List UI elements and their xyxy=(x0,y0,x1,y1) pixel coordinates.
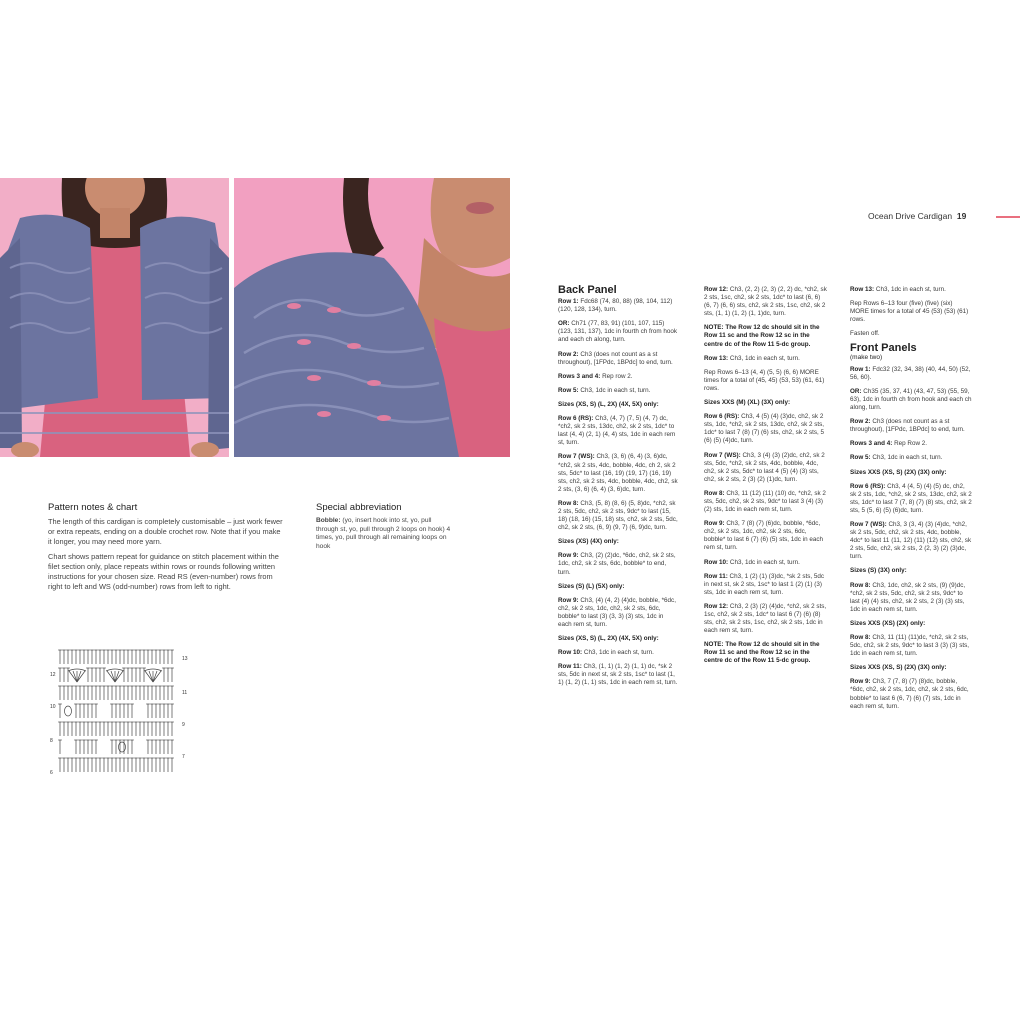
cardigan-front-illustration xyxy=(0,178,229,457)
row-text: Ch3, 4 (5) (4) (3)dc, ch2, sk 2 sts, 1dc, *ch2, sk 2 sts, 13dc, ch2, sk 2 sts, 1dc* to last 7 (8) (7) (6) sts, ch2, sk 2 sts, 5 (6) (5) (4)dc, turn. xyxy=(704,413,825,445)
row-label: Row 11: xyxy=(558,663,582,671)
size-heading xyxy=(704,399,828,407)
row-label: Row 2: xyxy=(558,350,579,358)
front-panels-rows xyxy=(850,366,972,711)
row-label: Row 6 (RS): xyxy=(558,415,594,423)
size-heading xyxy=(850,469,972,477)
pattern-row xyxy=(850,440,972,448)
row-text: Ch3, 1dc in each st, turn. xyxy=(875,286,946,293)
chart-row-label: 10 xyxy=(50,704,56,710)
size-heading xyxy=(850,567,972,575)
chart-row-label: 8 xyxy=(50,738,53,744)
row-text: The Row 12 dc should sit in the Row 11 sc and the Row 12 sc in the centre dc of the Row 11 5-dc group. xyxy=(704,324,820,348)
chart-stitches xyxy=(58,650,174,772)
row-label: Row 2: xyxy=(850,418,871,426)
pattern-row xyxy=(850,521,972,561)
row-text: Ch3, 1dc in each st, turn. xyxy=(729,354,800,362)
row-text: Rep row 2. xyxy=(602,372,633,380)
bobble-stitch xyxy=(119,742,126,752)
front-panels-heading: Front Panels xyxy=(850,342,917,355)
row-label: Sizes XXS (XS, S) (2X) (3X) only: xyxy=(850,664,947,672)
row-label: Sizes XXS (XS) (2X) only: xyxy=(850,619,926,627)
row-text: Ch3, 11 (11) (11)dc, *ch2, sk 2 sts, 5dc, ch2, sk 2 sts, 9dc* to last 3 (3) (3) sts, 1dc in each rem st, turn. xyxy=(850,634,969,658)
row-text: Ch3, (4) (4, 2) (4)dc, bobble, *6dc, ch2, sk 2 sts, 1dc, ch2, sk 2 sts, 6dc, bobble* to last (3) (3, 3) (3) sts, 1dc in each rem st, turn. xyxy=(558,596,676,628)
pattern-row xyxy=(850,286,972,294)
row-text: Ch3, 1dc in each st, turn. xyxy=(583,649,654,657)
row-label: Row 9: xyxy=(558,596,579,604)
row-text: Ch3 (does not count as a st throughout), [1FPdc, 1BPdc] to end, turn. xyxy=(558,350,673,366)
page-number: 19 xyxy=(956,211,967,221)
chart-row-label: 6 xyxy=(50,770,53,776)
pattern-row xyxy=(704,490,828,514)
row-label: Row 8: xyxy=(704,489,725,497)
row-text: Fasten off. xyxy=(850,330,880,338)
row-text: Ch3, 1dc in each st, turn. xyxy=(580,386,651,394)
row-text: Rep Row 2. xyxy=(894,440,927,448)
pattern-row xyxy=(850,366,972,382)
row-label: Row 6 (RS): xyxy=(704,413,740,421)
cardigan-detail-illustration xyxy=(234,178,510,457)
row-label: NOTE: xyxy=(704,324,724,332)
row-label: Rows 3 and 4: xyxy=(558,372,601,380)
row-label: Row 6 (RS): xyxy=(850,482,886,490)
pattern-row xyxy=(558,649,678,657)
fan-stitch xyxy=(145,671,153,682)
fan-stitch xyxy=(73,671,77,682)
row-label: Row 8: xyxy=(558,499,579,507)
row-label: NOTE: xyxy=(704,641,724,649)
row-text: Ch3, (4, 7) (7, 5) (4, 7) dc, *ch2, sk 2 sts, 13dc, ch2, sk 2 sts, 1dc* to last (4, 4) (2, 1) (4, 4) sts, 1dc in each rem st, turn. xyxy=(558,415,676,447)
size-heading xyxy=(558,635,678,643)
row-label: Row 10: xyxy=(558,649,583,657)
size-heading xyxy=(850,620,972,628)
row-label: Row 9: xyxy=(558,552,579,560)
fan-stitch xyxy=(77,671,85,682)
row-label: Row 10: xyxy=(704,558,729,566)
pattern-row xyxy=(704,355,828,363)
pattern-row xyxy=(850,678,972,710)
row-text: Ch3, 4 (4, 5) (4) (5) dc, ch2, sk 2 sts, 1dc, *ch2, sk 2 sts, 13dc, ch2, sk 2 sts, 1dc* to last 7 (7, 8) (7) (8) sts, ch2, sk 2 sts, 5 (5, 6) (5) (6)dc, turn. xyxy=(850,482,972,514)
pattern-row xyxy=(704,641,828,665)
row-text: Ch3, 7 (7, 8) (7) (8)dc, bobble, *6dc, ch2, sk 2 sts, 1dc, ch2, sk 2 sts, 6dc, bobble* to last 6 (6, 7) (6) (7) sts, 1dc in each rem st, turn. xyxy=(850,678,969,710)
chart-row-label: 13 xyxy=(182,656,188,662)
row-label: Row 9: xyxy=(850,678,871,686)
row-label: Sizes XXS (XS, S) (2X) (3X) only: xyxy=(850,468,947,476)
front-panels-subheading: (make two) xyxy=(850,353,883,361)
row-text: Ch3, 3 (3, 4) (3) (4)dc, *ch2, sk 2 sts, 5dc, ch2, sk 2 sts, 4dc, bobble, 4dc* to last 11 (11, 12) (11) (12) sts, ch2, sk 2 sts, 5dc, ch2, sk 2 sts, 2 (2, 3) (2) (3)dc, turn. xyxy=(850,520,972,561)
row-text: Ch71 (77, 83, 91) (101, 107, 115) (123, 131, 137), 1dc in fourth ch from hook and each ch along, turn. xyxy=(558,320,678,344)
row-label: Row 7 (WS): xyxy=(558,453,595,461)
row-label: OR: xyxy=(850,387,862,395)
row-label: Row 9: xyxy=(704,520,725,528)
row-text: Ch3, 1 (2) (1) (3)dc, *sk 2 sts, 5dc in next st, sk 2 sts, 1sc* to last 1 (2) (1) (3) sts, 1dc in each rem st, turn. xyxy=(704,572,825,596)
fan-stitch xyxy=(153,671,161,682)
row-text: Ch3, (2) (2)dc, *6dc, ch2, sk 2 sts, 1dc, ch2, sk 2 sts, 6dc, bobble* to end, turn. xyxy=(558,552,676,576)
row-text: Ch3, (1, 1) (1, 2) (1, 1) dc, *sk 2 sts, 5dc in next st, sk 2 sts, 1sc* to last (1, 1) (1, 2) (1, 1) sts, 1dc in each rem st, turn. xyxy=(558,663,678,687)
fan-stitch xyxy=(115,671,119,682)
fan-stitch xyxy=(149,671,153,682)
fan-arc xyxy=(106,669,124,671)
abbreviation-text xyxy=(316,517,452,551)
pattern-row xyxy=(558,597,678,629)
abbreviation-term: Bobble: xyxy=(316,517,341,524)
row-label: Sizes (XS) (4X) only: xyxy=(558,538,619,546)
size-heading xyxy=(558,583,678,591)
row-label: Row 5: xyxy=(558,386,579,394)
row-label: Rows 3 and 4: xyxy=(850,440,893,448)
row-label: Row 11: xyxy=(704,572,728,580)
pattern-row xyxy=(558,500,678,532)
chart-row-label: 9 xyxy=(182,722,185,728)
row-label: Row 12: xyxy=(704,286,729,293)
back-panel-heading: Back Panel xyxy=(558,284,617,296)
chart-row-label: 11 xyxy=(182,690,188,696)
fan-stitch xyxy=(69,671,77,682)
row-label: Row 5: xyxy=(850,454,871,462)
fan-arc xyxy=(68,669,86,671)
row-text: Ch3 (does not count as a st throughout), [1FPdc, 1BPdc] to end, turn. xyxy=(850,418,965,434)
row-label: Row 12: xyxy=(704,602,729,610)
row-label: Sizes (XS, S) (L, 2X) (4X, 5X) only: xyxy=(558,400,659,408)
chart-row-label: 12 xyxy=(50,672,56,678)
pattern-row xyxy=(850,454,972,462)
pattern-name: Ocean Drive Cardigan xyxy=(868,211,953,221)
row-label: Sizes (S) (3X) only: xyxy=(850,567,907,575)
pattern-row xyxy=(558,351,678,367)
column-back-panel xyxy=(558,286,678,694)
chart-row-label: 7 xyxy=(182,754,185,760)
row-text: Fdc68 (74, 80, 88) (98, 104, 112) (120, 128, 134), turn. xyxy=(558,298,673,314)
page-header xyxy=(868,211,966,221)
pattern-row xyxy=(558,453,678,493)
fan-stitch xyxy=(115,671,123,682)
abbreviation-heading: Special abbreviation xyxy=(316,502,402,513)
pattern-row xyxy=(704,520,828,552)
column-back-panel-cont xyxy=(704,286,828,672)
row-text: Fdc32 (32, 34, 38) (40, 44, 50) (52, 56, 60). xyxy=(850,365,971,381)
pattern-row xyxy=(558,415,678,447)
fan-stitch xyxy=(111,671,115,682)
back-panel-rows xyxy=(558,298,678,687)
row-label: Sizes (XS, S) (L, 2X) (4X, 5X) only: xyxy=(558,635,659,643)
pattern-row xyxy=(704,324,828,348)
pattern-notes-p2: Chart shows pattern repeat for guidance on stitch placement within the filet section only, place repeats within rows or rounds following written instructions for your chosen size. Read RS (even-number) rows from right to left and WS (odd-number) rows from left to right. xyxy=(48,551,279,592)
row-text: Ch3, 3 (4) (3) (2)dc, ch2, sk 2 sts, 5dc, *ch2, sk 2 sts, 4dc, bobble, 4dc, ch2, sk 2 sts, 5dc* to last 4 (5) (4) (3) sts, ch2, sk 2 sts, 2 (3) (2) (1)dc, turn. xyxy=(704,451,825,483)
column-front-panels xyxy=(850,286,972,717)
pattern-row xyxy=(850,388,972,412)
pattern-row xyxy=(850,330,972,338)
row-label: Sizes XXS (M) (XL) (3X) only: xyxy=(704,399,791,407)
row-text: The Row 12 dc should sit in the Row 11 sc and the Row 12 sc in the centre dc of the Row 11 5-dc group. xyxy=(704,641,820,665)
pattern-row xyxy=(704,413,828,445)
row-label: Row 1: xyxy=(558,298,579,306)
row-label: OR: xyxy=(558,320,570,328)
row-text: Ch3, 11 (12) (11) (10) dc, *ch2, sk 2 sts, 5dc, ch2, sk 2 sts, 9dc* to last 3 (4) (3) (2) sts, 1dc in each rem st, turn. xyxy=(704,489,826,514)
row-label: Row 8: xyxy=(850,581,871,589)
row-text: Rep Rows 6–13 (4, 4) (5, 5) (6, 6) MORE times for a total of (45, 45) (53, 53) (61, 61) rows. xyxy=(704,368,825,392)
row-label: Sizes (S) (L) (5X) only: xyxy=(558,582,625,590)
row-label: Row 7 (WS): xyxy=(850,520,887,528)
header-accent-rule xyxy=(996,216,1020,218)
row-text: Rep Rows 6–13 four (five) (five) (six) MORE times for a total of 45 (53) (53) (61) rows. xyxy=(850,300,969,324)
abbreviation-definition: (yo, insert hook into st, yo, pull through st, yo, pull through 2 loops on hook) 4 times, yo, pull through all remaining loops on hook xyxy=(316,517,451,550)
bobble-stitch xyxy=(65,706,72,716)
row-text: Ch3, 1dc, ch2, sk 2 sts, (9) (9)dc, *ch2, sk 2 sts, 5dc, ch2, sk 2 sts, 9dc* to last (4) (4) sts, ch2, sk 2 sts, 2 (3) (3) sts, 1dc in each rem st, turn. xyxy=(850,581,966,613)
pattern-row xyxy=(850,582,972,614)
pattern-notes xyxy=(48,502,284,596)
back-panel-rows-cont xyxy=(704,286,828,666)
cardigan-front-photo xyxy=(0,178,229,457)
back-panel-finish-rows xyxy=(850,286,972,338)
row-text: Ch3, (2, 2) (2, 3) (2, 2) dc, *ch2, sk 2 sts, 1sc, ch2, sk 2 sts, 1dc* to last (6, 6) (6, 7) (6, 6) sts, ch2, sk 2 sts, 1sc, ch2, sk 2 sts, (1, 1) (1, 2) (1, 1)dc, turn. xyxy=(704,286,827,318)
pattern-row xyxy=(558,552,678,576)
pattern-row xyxy=(850,418,972,434)
pattern-row xyxy=(704,559,828,567)
size-heading xyxy=(558,538,678,546)
fan-stitch xyxy=(77,671,81,682)
fan-stitch xyxy=(153,671,157,682)
size-heading xyxy=(558,401,678,409)
crochet-chart xyxy=(44,646,194,780)
row-text: Ch3, 7 (8) (7) (6)dc, bobble, *6dc, ch2, sk 2 sts, 1dc, ch2, sk 2 sts, 6dc, bobble* to last 6 (7) (6) (5) sts, 1dc in each rem st, turn. xyxy=(704,520,823,552)
pattern-row xyxy=(704,452,828,484)
pattern-row xyxy=(558,298,678,314)
row-text: Ch3, 1dc in each st, turn. xyxy=(729,558,800,566)
row-label: Row 13: xyxy=(704,354,729,362)
pattern-row xyxy=(558,663,678,687)
pattern-row xyxy=(558,387,678,395)
pattern-row xyxy=(850,634,972,658)
row-label: Row 1: xyxy=(850,365,871,373)
row-label: Row 13: xyxy=(850,286,875,293)
size-heading xyxy=(850,664,972,672)
pattern-row xyxy=(704,573,828,597)
row-text: Ch35 (35, 37, 41) (43, 47, 53) (55, 59, 63), 1dc in fourth ch from hook and each ch along, turn. xyxy=(850,387,972,412)
pattern-row xyxy=(558,320,678,344)
special-abbreviation xyxy=(316,502,452,551)
pattern-row xyxy=(704,369,828,393)
pattern-row xyxy=(850,483,972,515)
fan-stitch xyxy=(107,671,115,682)
pattern-notes-heading: Pattern notes & chart xyxy=(48,502,138,513)
pattern-row xyxy=(850,300,972,324)
fan-arc xyxy=(144,669,162,671)
pattern-row xyxy=(704,286,828,318)
row-label: Row 7 (WS): xyxy=(704,451,741,459)
cardigan-detail-photo xyxy=(234,178,510,457)
row-text: Ch3, 1dc in each st, turn. xyxy=(872,454,943,462)
row-text: Ch3, (5, 8) (8, 6) (5, 8)dc, *ch2, sk 2 sts, 5dc, ch2, sk 2 sts, 9dc* to last (15, 18) (18, 16) (15, 18) sts, ch2, sk 2 sts, 5dc, ch2, sk 2 sts, (6, 9) (9, 7) (6, 9)dc, turn. xyxy=(558,499,678,532)
pattern-row xyxy=(558,373,678,381)
row-label: Row 8: xyxy=(850,634,871,641)
pattern-notes-p1: The length of this cardigan is completely customisable – just work fewer or extra repeats, ending on a double crochet row. Note that if you make it longer, you may need more yarn. xyxy=(48,517,283,547)
row-text: Ch3, (3, 6) (6, 4) (3, 6)dc, *ch2, sk 2 sts, 4dc, bobble, 4dc, ch 2, sk 2 sts, 5dc* to last (16, 19) (19, 17) (16, 19) sts, ch2, sk 2 sts, 4dc, bobble, 4dc, ch2, sk 2 sts, (3, 6) (6, 4) (3, 6)dc, turn. xyxy=(558,453,678,493)
pattern-row xyxy=(704,603,828,635)
row-text: Ch3, 2 (3) (2) (4)dc, *ch2, sk 2 sts, 1sc, ch2, sk 2 sts, 1dc* to last 6 (7) (6) (8) sts, ch2, sk 2 sts, 1sc, ch2, sk 2 sts, 1dc in each rem st, turn. xyxy=(704,602,827,635)
